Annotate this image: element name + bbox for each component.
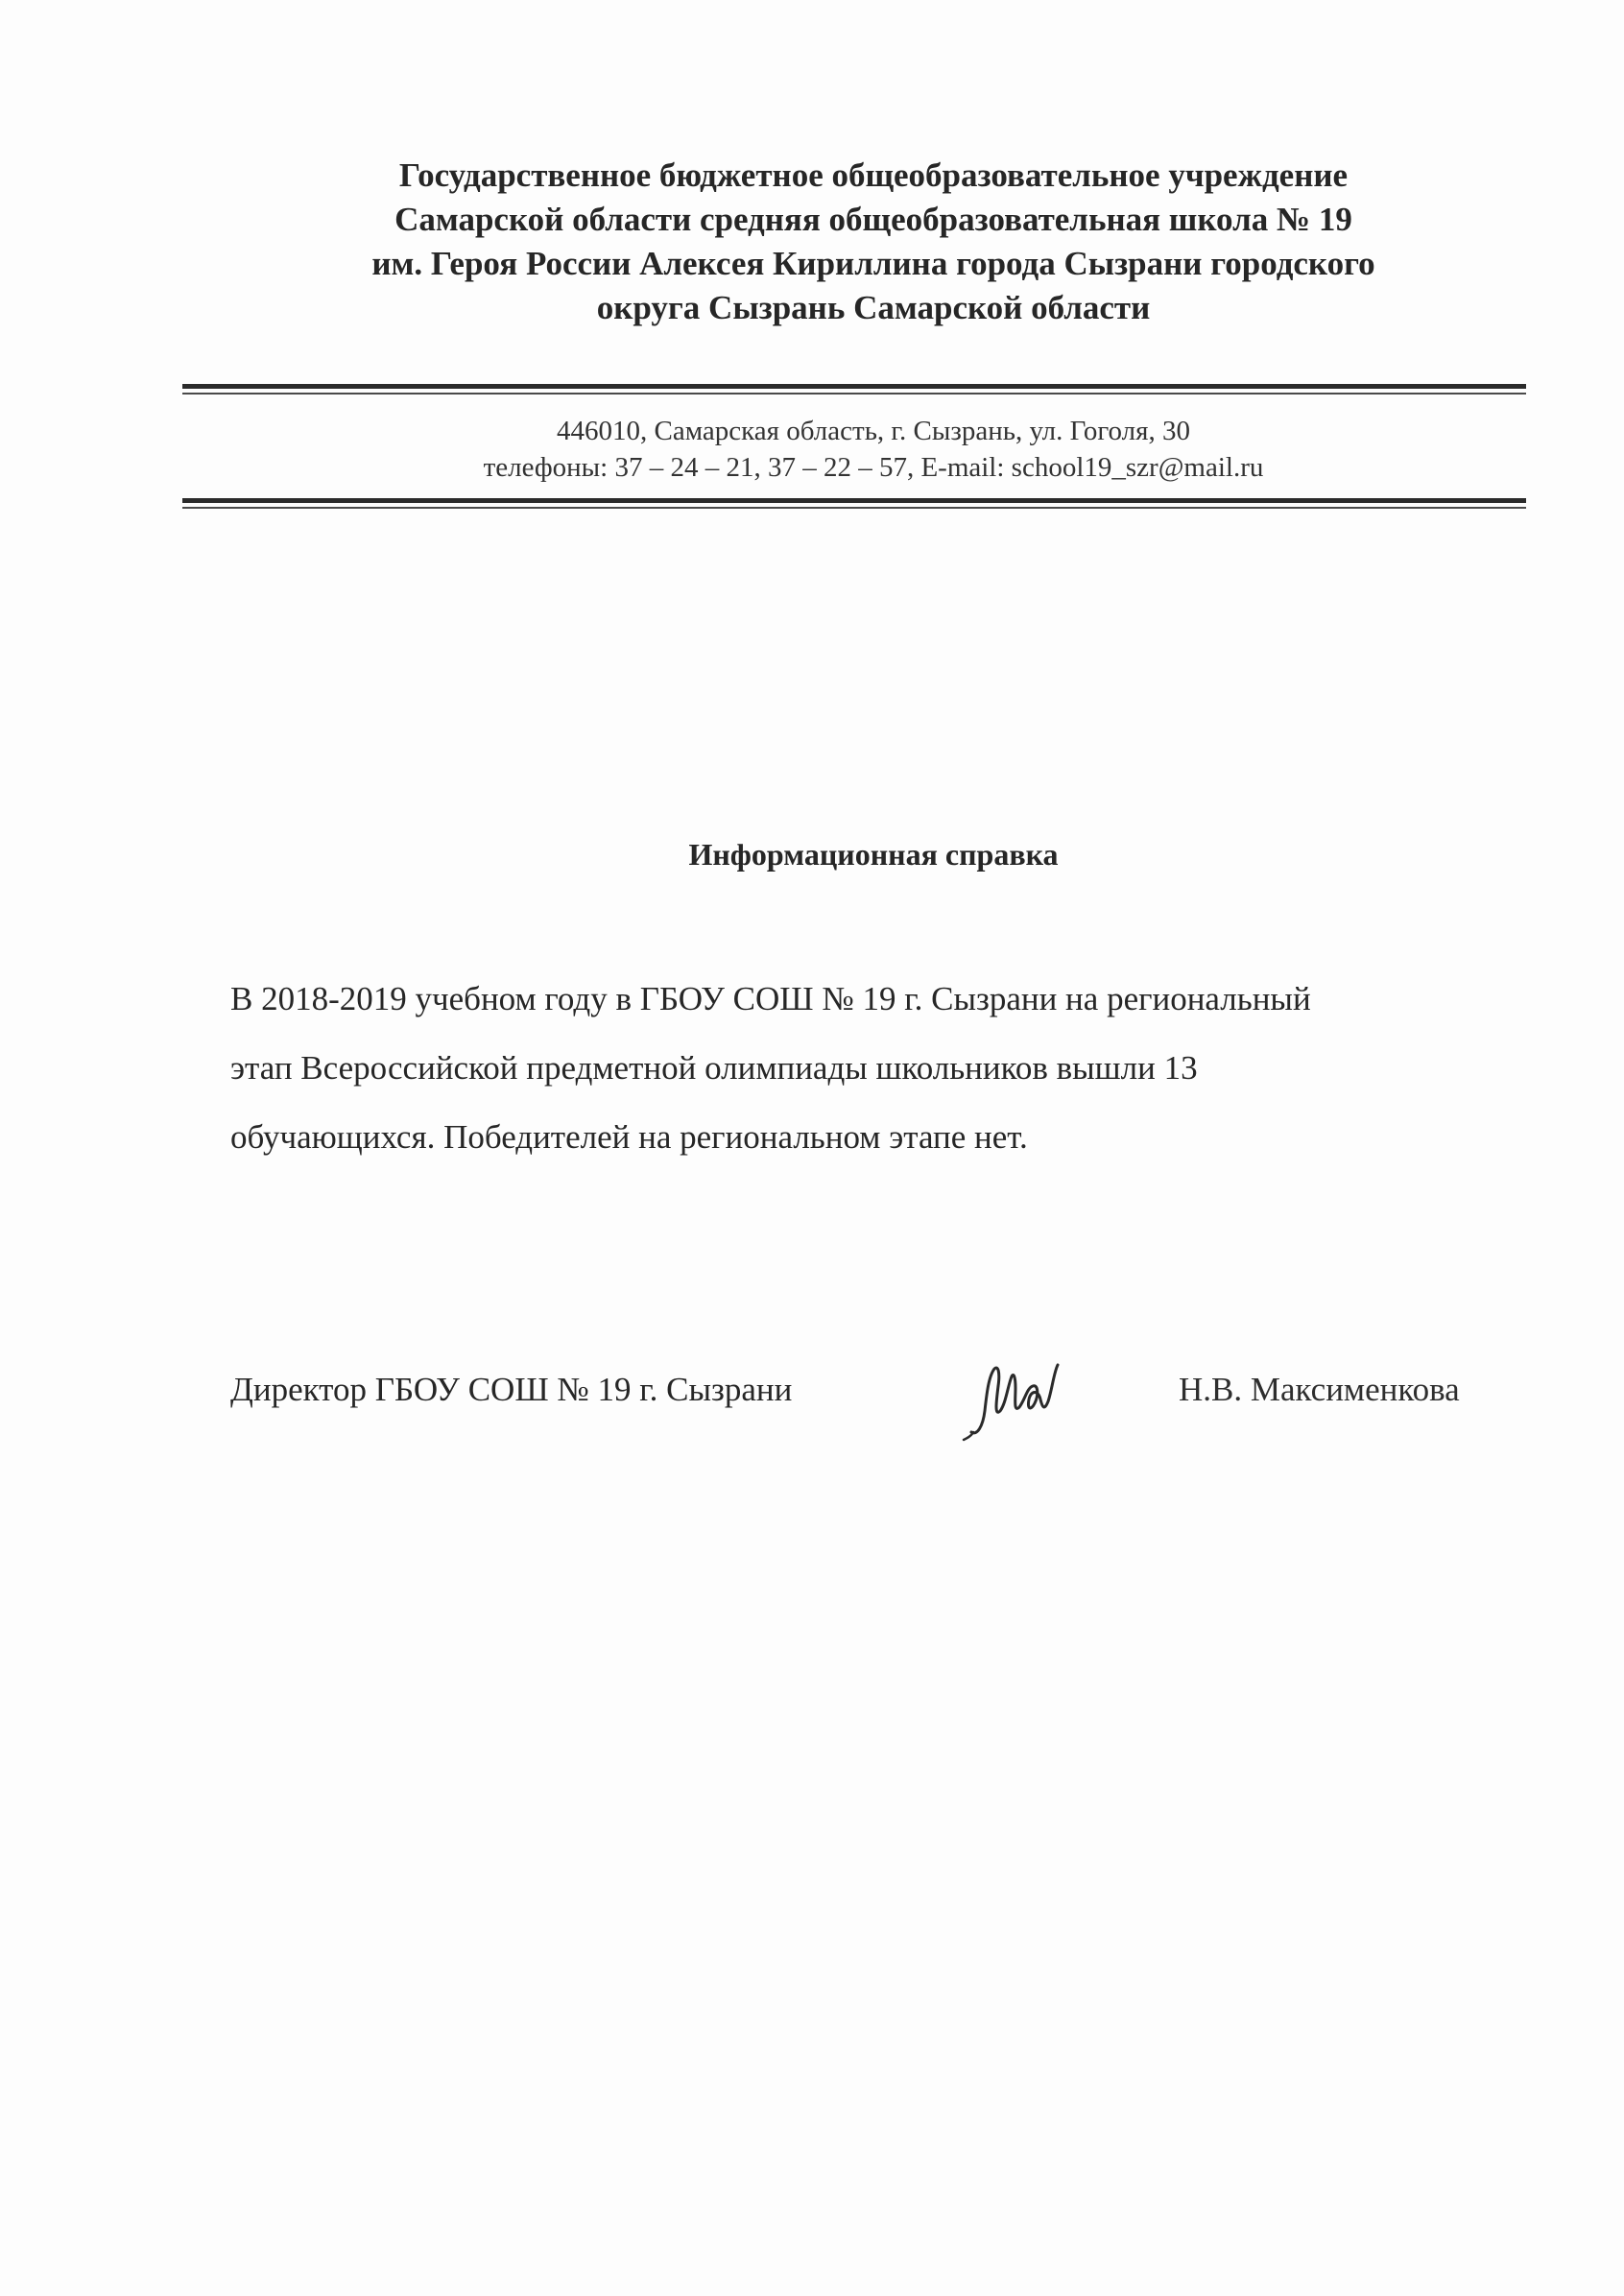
signatory-name: Н.В. Максименкова bbox=[1179, 1371, 1460, 1408]
handwritten-signature bbox=[950, 1344, 1075, 1449]
header-divider-top bbox=[182, 384, 1526, 395]
signatory-position: Директор ГБОУ СОШ № 19 г. Сызрани bbox=[230, 1371, 793, 1408]
header-divider-bottom bbox=[182, 498, 1526, 509]
body-line-3: обучающихся. Победителей на региональном этапе нет. bbox=[230, 1118, 1028, 1156]
phone-email-line: телефоны: 37 – 24 – 21, 37 – 22 – 57, E-mail: school19_szr@mail.ru bbox=[483, 452, 1264, 483]
body-line-1: В 2018-2019 учебном году в ГБОУ СОШ № 19 г. Сызрани на региональный bbox=[230, 980, 1311, 1017]
organization-header bbox=[230, 154, 1517, 330]
document-title: Информационная справка bbox=[688, 837, 1059, 872]
address-line: 446010, Самарская область, г. Сызрань, ул. Гоголя, 30 bbox=[557, 416, 1190, 446]
org-line-4: округа Сызрань Самарской области bbox=[596, 289, 1151, 326]
org-line-1: Государственное бюджетное общеобразовательное учреждение bbox=[398, 156, 1349, 194]
body-line-2: этап Всероссийской предметной олимпиады школьников вышли 13 bbox=[230, 1049, 1198, 1087]
document-body bbox=[230, 965, 1517, 1172]
contact-info bbox=[230, 413, 1517, 486]
signature-block bbox=[230, 1344, 1517, 1459]
org-line-3: им. Героя России Алексея Кириллина города Сызрани городского bbox=[371, 245, 1375, 282]
org-line-2: Самарской области средняя общеобразовательная школа № 19 bbox=[394, 201, 1352, 238]
